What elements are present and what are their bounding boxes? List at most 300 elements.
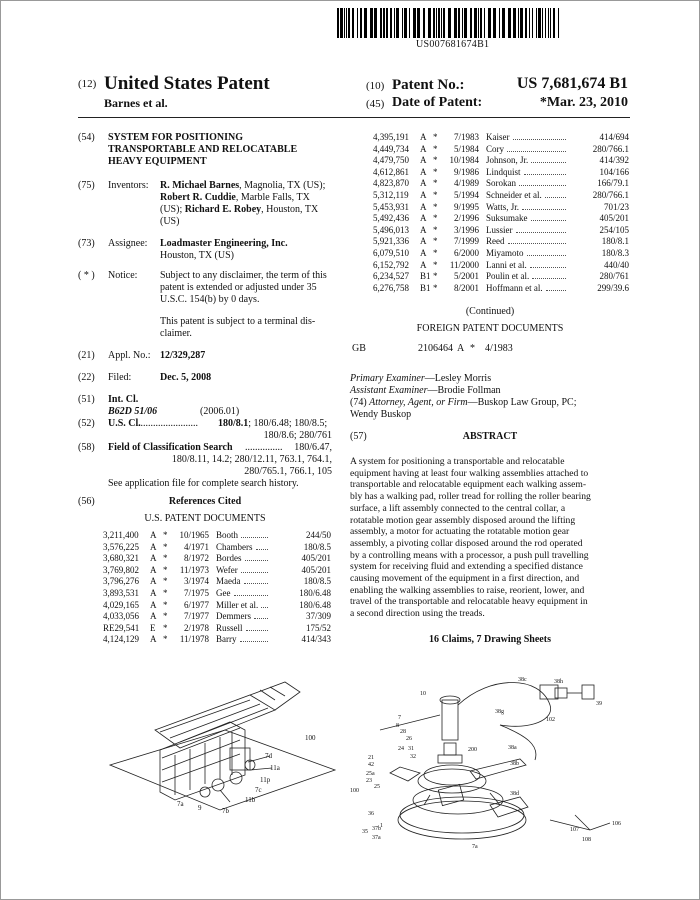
ref-class: 414/343 <box>301 634 331 645</box>
code-10: (10) <box>366 80 385 92</box>
abstract-heading: ABSTRACT <box>462 431 518 442</box>
invention-title-2: TRANSPORTABLE AND RELOCATABLE <box>108 144 298 155</box>
field-search-label: Field of Classification Search <box>108 442 233 453</box>
ref-star: * <box>163 599 168 610</box>
terminal-disclaimer-1: This patent is subject to a terminal dis- <box>160 316 316 327</box>
dot-leader <box>508 243 566 244</box>
ref-star: * <box>163 622 168 633</box>
code-notice: ( * ) <box>78 270 95 281</box>
ref-number: 4,124,129 <box>103 634 139 645</box>
ref-class: 280/766.1 <box>592 190 629 200</box>
inventor-line-4: (US) <box>160 216 180 227</box>
appl-no: 12/329,287 <box>160 350 206 361</box>
invention-title-1: SYSTEM FOR POSITIONING <box>108 132 244 143</box>
ref-star: * <box>163 564 168 575</box>
right-reference-row <box>373 260 629 271</box>
ref-name: Gee <box>216 588 231 598</box>
ref-name: Wefer <box>216 564 238 575</box>
abstract-line: enabling the walking assemblies to raise, reorient, lower, and <box>350 584 585 596</box>
dot-leader <box>522 209 566 210</box>
attorney-line-1: (74) Attorney, Agent, or Firm—Buskop Law Group, PC; <box>350 397 577 408</box>
us-cl-dots: ........................ <box>138 418 198 429</box>
ref-name: Barry <box>216 634 237 645</box>
ref-number: 5,312,119 <box>373 190 409 200</box>
ref-kind: A <box>150 611 157 622</box>
inventors-label: Inventors: <box>108 180 149 191</box>
ref-name: Booth <box>216 530 239 540</box>
left-reference-row <box>103 600 331 611</box>
foreign-star: * <box>470 343 475 354</box>
fig2-label-24: 24 <box>398 746 404 752</box>
dot-leader <box>244 583 268 584</box>
fig2-label-38d: 38d <box>510 791 519 797</box>
ref-kind: B1 <box>420 282 431 293</box>
fig2-label-38c: 38c <box>518 677 527 683</box>
ref-kind: A <box>420 224 427 235</box>
ref-class: 180/8.3 <box>601 248 629 258</box>
abstract-line: surface, a lift assembly connected to the central collar, a <box>350 502 566 514</box>
abstract-line: equipment having at least four walking assemblies attached to <box>350 467 589 479</box>
code-45: (45) <box>366 98 385 110</box>
inventor-line-2: Robert R. Cuddie, Marble Falls, TX <box>160 192 310 203</box>
patent-number: US 7,681,674 B1 <box>516 75 628 92</box>
ref-kind: A <box>150 576 157 587</box>
ref-star: * <box>163 576 168 587</box>
ref-star: * <box>163 541 168 552</box>
invention-title-3: HEAVY EQUIPMENT <box>108 156 207 167</box>
fig1-label-7a: 7a <box>177 800 184 808</box>
fig2-label-106: 106 <box>612 821 621 827</box>
fig1-label-11p: 11p <box>260 776 271 784</box>
ref-name: Sorokan <box>486 178 516 189</box>
ref-name: Lanni et al. <box>486 259 527 270</box>
dot-leader <box>245 560 268 561</box>
right-reference-row <box>373 190 629 201</box>
fig1-label-11b: 11b <box>245 796 256 804</box>
ref-number: 5,453,931 <box>373 201 409 212</box>
fig1-label-100: 100 <box>305 734 316 742</box>
barcode <box>337 8 563 38</box>
ref-number: 6,152,792 <box>373 259 409 270</box>
ref-class: 299/39.6 <box>597 282 629 293</box>
left-reference-row <box>103 611 331 622</box>
ref-date: 3/1996 <box>453 224 479 235</box>
ref-name: Suksumake <box>486 213 528 224</box>
fig1-label-11a: 11a <box>270 764 280 772</box>
code-75: (75) <box>78 180 95 191</box>
right-reference-row <box>373 178 629 189</box>
ref-star: * <box>433 190 438 200</box>
ref-star: * <box>433 201 438 212</box>
ref-date: 5/2001 <box>453 271 479 282</box>
ref-star: * <box>163 634 168 645</box>
ref-date: 6/1977 <box>183 599 209 610</box>
dot-leader <box>530 267 566 268</box>
right-reference-row <box>373 202 629 213</box>
ref-kind: A <box>150 634 157 645</box>
dot-leader <box>545 197 566 198</box>
field-search-line-4: See application file for complete search history. <box>108 478 299 489</box>
ref-kind: A <box>150 553 157 564</box>
ref-date: 8/1972 <box>183 553 209 564</box>
fig2-label-37b: 37b <box>372 826 381 832</box>
references-cited-head: References Cited <box>168 496 242 507</box>
ref-kind: B1 <box>420 271 431 282</box>
notice-line-2: patent is extended or adjusted under 35 <box>160 282 317 293</box>
ref-star: * <box>433 166 438 177</box>
dot-leader <box>531 162 566 163</box>
ref-number: 4,033,056 <box>103 611 139 622</box>
code-12: (12) <box>78 78 97 90</box>
ref-date: 6/2000 <box>453 248 479 258</box>
left-reference-row <box>103 634 331 645</box>
field-search-line-2: 180/8.11, 14.2; 280/12.11, 763.1, 764.1, <box>171 454 332 465</box>
ref-name: Poulin et al. <box>486 271 530 282</box>
dot-leader <box>519 185 566 186</box>
patent-date: *Mar. 23, 2010 <box>539 95 628 110</box>
attorney-line-2: Wendy Buskop <box>350 409 412 420</box>
ref-star: * <box>433 248 438 258</box>
dot-leader <box>256 549 268 550</box>
ref-class: 254/105 <box>599 224 629 235</box>
fig2-label-32: 32 <box>410 754 416 760</box>
ref-class: 175/52 <box>305 622 331 633</box>
ref-name: Chambers <box>216 541 253 552</box>
dot-leader <box>546 290 566 291</box>
left-reference-row <box>103 565 331 576</box>
field-search-line-1: 180/6.47, <box>294 442 332 453</box>
ref-star: * <box>433 143 438 154</box>
ref-date: 11/1978 <box>179 634 209 645</box>
ref-star: * <box>433 178 438 189</box>
ref-name: Demmers <box>216 611 251 622</box>
barcode-number: US007681674B1 <box>416 39 490 50</box>
ref-kind: A <box>420 213 427 224</box>
ref-number: 5,496,013 <box>373 224 409 235</box>
ref-number: RE29,541 <box>103 622 140 633</box>
ref-name: Schneider et al. <box>486 190 542 200</box>
ref-number: 3,796,276 <box>103 576 139 587</box>
ref-number: 4,612,861 <box>373 166 409 177</box>
code-57: (57) <box>350 431 367 442</box>
ref-kind: A <box>150 530 157 540</box>
ref-date: 11/2000 <box>449 259 479 270</box>
right-reference-row <box>373 213 629 224</box>
dot-leader <box>531 220 566 221</box>
dot-leader <box>516 232 566 233</box>
left-reference-row <box>103 623 331 634</box>
right-reference-row <box>373 271 629 282</box>
ref-kind: A <box>150 541 157 552</box>
ref-name: Hoffmann et al. <box>486 282 543 293</box>
ref-date: 2/1996 <box>453 213 479 224</box>
ref-kind: A <box>420 190 427 200</box>
us-cl-line-1: 180/8.1; 180/6.48; 180/8.5; <box>218 418 328 429</box>
ref-number: 3,211,400 <box>103 530 139 540</box>
patent-no-label: Patent No.: <box>392 77 465 93</box>
ref-date: 7/1999 <box>453 236 479 247</box>
ref-name: Russell <box>216 622 243 633</box>
ref-class: 280/761 <box>599 271 629 282</box>
right-reference-row <box>373 132 629 143</box>
fig1-label-7b: 7b <box>222 807 229 815</box>
patent-title: United States Patent <box>104 73 270 94</box>
fig2-label-200: 200 <box>468 747 477 753</box>
right-reference-row <box>373 283 629 294</box>
ref-class: 180/8.5 <box>303 541 331 552</box>
abstract-line: system for receiving fluid and extending a specified distance <box>350 561 583 573</box>
ref-kind: A <box>420 132 427 142</box>
header-rule <box>78 117 630 118</box>
ref-class: 414/694 <box>599 132 629 142</box>
ref-star: * <box>163 553 168 564</box>
ref-date: 3/1974 <box>183 576 209 587</box>
ref-number: 5,921,336 <box>373 236 409 247</box>
terminal-disclaimer-2: claimer. <box>160 328 192 339</box>
ref-name: Lindquist <box>486 166 521 177</box>
ref-date: 5/1984 <box>453 143 479 154</box>
fig2-label-35: 35 <box>362 829 368 835</box>
ref-name: Bordes <box>216 553 242 564</box>
ref-star: * <box>433 282 438 293</box>
abstract-line: causing movement of the equipment in a first direction, and <box>350 573 580 584</box>
assignee-location: Houston, TX (US) <box>160 250 234 261</box>
ref-star: * <box>433 259 438 270</box>
fig2-label-42: 42 <box>368 762 374 768</box>
ref-class: 180/6.48 <box>299 588 331 598</box>
fig1-label-7d: 7d <box>265 752 272 760</box>
ref-star: * <box>433 155 438 166</box>
ref-star: * <box>163 611 168 622</box>
ref-date: 8/2001 <box>453 282 479 293</box>
appl-no-label: Appl. No.: <box>108 350 151 361</box>
ref-class: 405/201 <box>599 213 629 224</box>
ref-class: 166/79.1 <box>597 178 629 189</box>
dot-leader <box>507 151 566 152</box>
us-cl-line-2: 180/8.6; 280/761 <box>263 430 332 441</box>
us-cl-label: U.S. Cl. <box>108 418 141 429</box>
figure-left-equipment <box>100 670 350 820</box>
abstract-line: bly has a walking pad, roller tread for rolling the roller bearing <box>350 491 591 503</box>
fig1-label-9: 9 <box>198 804 202 812</box>
fig2-label-28: 28 <box>400 729 406 735</box>
foreign-country: GB <box>352 343 366 354</box>
fig2-label-25a: 25a <box>366 771 375 777</box>
dot-leader <box>240 641 268 642</box>
foreign-date: 4/1983 <box>485 343 513 354</box>
ref-number: 6,276,758 <box>373 282 409 293</box>
notice-line-1: Subject to any disclaimer, the term of this <box>160 270 327 281</box>
fig2-label-10: 10 <box>420 691 426 697</box>
ref-name: Kaiser <box>486 132 510 142</box>
ref-star: * <box>163 588 168 598</box>
ref-number: 6,234,527 <box>373 271 409 282</box>
ref-number: 6,079,510 <box>373 248 409 258</box>
ref-name: Watts, Jr. <box>486 201 520 212</box>
ref-class: 405/201 <box>301 553 331 564</box>
ref-date: 2/1978 <box>183 622 209 633</box>
ref-star: * <box>433 271 438 282</box>
primary-examiner: Primary Examiner—Lesley Morris <box>350 373 492 384</box>
ref-kind: A <box>420 155 427 166</box>
ref-class: 701/23 <box>603 201 629 212</box>
left-reference-row <box>103 530 331 541</box>
ref-kind: E <box>150 622 156 633</box>
dot-leader <box>241 537 268 538</box>
fig2-label-21: 21 <box>368 755 374 761</box>
ref-name: Lussier <box>486 224 513 235</box>
ref-number: 4,449,734 <box>373 143 409 154</box>
ref-name: Miyamoto <box>486 248 524 258</box>
dot-leader <box>532 278 566 279</box>
ref-star: * <box>433 224 438 235</box>
left-reference-row <box>103 576 331 587</box>
ref-class: 180/6.48 <box>299 599 331 610</box>
fig2-label-31: 31 <box>408 746 414 752</box>
ref-class: 104/166 <box>599 166 629 177</box>
ref-number: 4,479,750 <box>373 155 409 166</box>
ref-number: 5,492,436 <box>373 213 409 224</box>
ref-number: 3,576,225 <box>103 541 139 552</box>
fig2-label-38a: 38a <box>508 745 517 751</box>
abstract-line: assembly, a pivoting collar disposed around the rod operated <box>350 537 583 549</box>
ref-date: 9/1986 <box>453 166 479 177</box>
fig2-label-38b: 38b <box>510 761 519 767</box>
fig2-label-25: 25 <box>374 784 380 790</box>
field-search-line-3: 280/765.1, 766.1, 105 <box>244 466 332 477</box>
ref-star: * <box>163 530 168 540</box>
fig2-label-37a: 37a <box>372 835 381 841</box>
int-cl-label: Int. Cl. <box>108 394 139 405</box>
ref-number: 3,680,321 <box>103 553 139 564</box>
ref-date: 11/1973 <box>179 564 209 575</box>
ref-date: 7/1975 <box>183 588 209 598</box>
fig2-label-38g: 38g <box>495 709 504 715</box>
fig2-label-26: 26 <box>406 736 412 742</box>
filed-date: Dec. 5, 2008 <box>160 372 212 383</box>
dot-leader <box>254 618 268 619</box>
figure-right-walking-assembly <box>350 655 640 855</box>
right-reference-row <box>373 248 629 259</box>
us-patent-docs-head: U.S. PATENT DOCUMENTS <box>144 513 266 524</box>
ref-number: 4,029,165 <box>103 599 139 610</box>
ref-date: 4/1971 <box>183 541 209 552</box>
ref-number: 3,893,531 <box>103 588 139 598</box>
ref-kind: A <box>420 166 427 177</box>
dot-leader <box>261 607 268 608</box>
ref-class: 280/766.1 <box>592 143 629 154</box>
ref-date: 10/1965 <box>179 530 209 540</box>
ref-kind: A <box>420 248 427 258</box>
fig2-label-108: 108 <box>582 837 591 843</box>
left-reference-row <box>103 553 331 564</box>
int-cl-class: B62D 51/06 <box>108 406 158 417</box>
left-reference-row <box>103 542 331 553</box>
fig2-label-38h: 38h <box>554 679 563 685</box>
ref-class: 180/8.1 <box>601 236 629 247</box>
field-search-dots: ............... <box>245 442 283 453</box>
abstract-line: rotatable motion gear assembly disposed around the lifting <box>350 514 576 526</box>
ref-class: 405/201 <box>301 564 331 575</box>
assignee-label: Assignee: <box>108 238 148 249</box>
dot-leader <box>234 595 268 596</box>
ref-date: 7/1983 <box>453 132 479 142</box>
dot-leader <box>524 174 566 175</box>
foreign-docs-head: FOREIGN PATENT DOCUMENTS <box>416 323 564 334</box>
ref-kind: A <box>150 588 157 598</box>
inventor-line-3: (US); Richard E. Robey, Houston, TX <box>160 204 319 215</box>
inventor-line-1: R. Michael Barnes, Magnolia, TX (US); <box>160 180 326 191</box>
abstract-line: assembly, a motor for actuating the rotatable motion gear <box>350 526 570 538</box>
assignee-name: Loadmaster Engineering, Inc. <box>160 238 288 249</box>
fig2-label-1: 1 <box>380 823 383 829</box>
ref-class: 440/40 <box>603 259 629 270</box>
claims-summary: 16 Claims, 7 Drawing Sheets <box>429 634 551 645</box>
ref-date: 7/1977 <box>183 611 209 622</box>
abstract-line: A system for positioning a transportable and relocatable <box>350 456 565 467</box>
dot-leader <box>241 572 268 573</box>
code-58: (58) <box>78 442 95 453</box>
ref-name: Reed <box>486 236 505 247</box>
code-51: (51) <box>78 394 95 405</box>
ref-kind: A <box>420 143 427 154</box>
ref-date: 9/1995 <box>453 201 479 212</box>
notice-label: Notice: <box>108 270 138 281</box>
ref-kind: A <box>420 201 427 212</box>
dot-leader <box>513 139 566 140</box>
abstract-line: by a controlling means with a processor, a push pull travelling <box>350 549 589 561</box>
fig2-label-7: 7 <box>398 715 401 721</box>
ref-class: 244/50 <box>305 530 331 540</box>
code-21: (21) <box>78 350 95 361</box>
fig2-label-23: 23 <box>366 778 372 784</box>
ref-star: * <box>433 132 438 142</box>
inventors-short: Barnes et al. <box>104 96 168 110</box>
ref-date: 5/1994 <box>453 190 479 200</box>
code-22: (22) <box>78 372 95 383</box>
fig2-label-102: 102 <box>546 717 555 723</box>
assistant-examiner: Assistant Examiner—Brodie Follman <box>350 385 501 396</box>
foreign-kind: A <box>457 343 465 354</box>
code-73: (73) <box>78 238 95 249</box>
ref-kind: A <box>150 599 157 610</box>
ref-star: * <box>433 213 438 224</box>
fig1-label-7c: 7c <box>255 786 262 794</box>
filed-label: Filed: <box>108 372 132 383</box>
ref-star: * <box>433 236 438 247</box>
ref-name: Cory <box>486 143 504 154</box>
ref-name: Maeda <box>216 576 241 587</box>
ref-number: 3,769,802 <box>103 564 139 575</box>
fig2-label-8: 8 <box>396 723 399 729</box>
dot-leader <box>527 255 566 256</box>
code-54: (54) <box>78 132 95 143</box>
dot-leader <box>246 630 268 631</box>
foreign-number: 2106464 <box>418 343 453 354</box>
abstract-line: transportable and relocatable equipment each walking assem- <box>350 479 587 491</box>
notice-line-3: U.S.C. 154(b) by 0 days. <box>160 294 260 305</box>
ref-number: 4,395,191 <box>373 132 409 142</box>
fig2-label-107: 107 <box>570 827 579 833</box>
ref-name: Johnson, Jr. <box>486 155 529 166</box>
code-52: (52) <box>78 418 95 429</box>
right-reference-row <box>373 236 629 247</box>
ref-name: Miller et al. <box>216 599 259 610</box>
int-cl-date: (2006.01) <box>200 406 240 417</box>
right-reference-row <box>373 155 629 166</box>
ref-class: 414/392 <box>599 155 629 166</box>
abstract-line: a second direction using the treads. <box>350 608 485 620</box>
